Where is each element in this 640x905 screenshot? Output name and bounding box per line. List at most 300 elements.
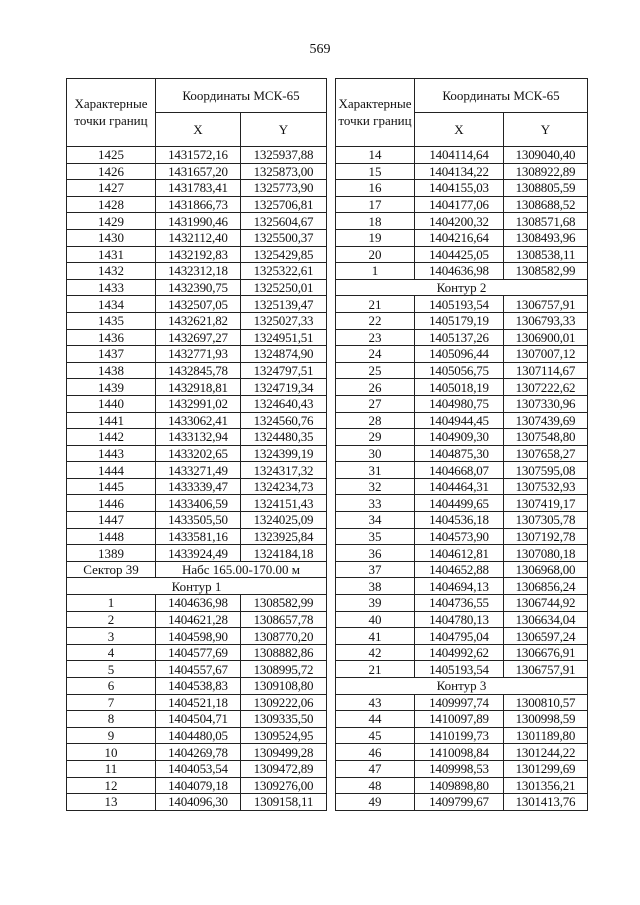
point-number: 32 [336, 478, 415, 495]
coord-x: 1409998,53 [415, 760, 504, 777]
coord-x: 1431783,41 [156, 180, 241, 197]
coord-x: 1405018,19 [415, 379, 504, 396]
right-coordinates-table [335, 78, 588, 811]
coord-y: 1306676,91 [504, 644, 588, 661]
coord-y: 1307532,93 [504, 478, 588, 495]
point-number: 21 [336, 661, 415, 678]
coord-x: 1404200,32 [415, 213, 504, 230]
point-number: 1425 [67, 147, 156, 164]
coord-y: 1307192,78 [504, 528, 588, 545]
coord-y: 1324951,51 [241, 329, 327, 346]
point-number: 3 [67, 628, 156, 645]
table-row [336, 744, 588, 761]
table-row [67, 644, 327, 661]
table-row [336, 545, 588, 562]
table-row [67, 744, 327, 761]
coord-y: 1301356,21 [504, 777, 588, 794]
coord-x: 1432918,81 [156, 379, 241, 396]
table-row [336, 760, 588, 777]
table-row [336, 180, 588, 197]
point-number: 1429 [67, 213, 156, 230]
contour-label: Контур 2 [336, 279, 588, 296]
coord-x: 1404944,45 [415, 412, 504, 429]
point-number: 1427 [67, 180, 156, 197]
table-row [67, 512, 327, 529]
coord-x: 1433924,49 [156, 545, 241, 562]
contour-row [336, 678, 588, 695]
coord-y: 1309335,50 [241, 711, 327, 728]
table-row [67, 180, 327, 197]
coord-y: 1325250,01 [241, 279, 327, 296]
header-y: Y [241, 113, 327, 147]
point-number: 46 [336, 744, 415, 761]
coord-y: 1325706,81 [241, 196, 327, 213]
point-number: 1438 [67, 362, 156, 379]
table-row [67, 296, 327, 313]
coord-y: 1324874,90 [241, 346, 327, 363]
coord-x: 1404425,05 [415, 246, 504, 263]
coord-y: 1306634,04 [504, 611, 588, 628]
table-row [67, 229, 327, 246]
point-number: 12 [67, 777, 156, 794]
coord-y: 1325500,37 [241, 229, 327, 246]
point-number: 33 [336, 495, 415, 512]
coord-x: 1404480,05 [156, 727, 241, 744]
coord-x: 1404909,30 [415, 429, 504, 446]
table-row [336, 312, 588, 329]
point-number: 25 [336, 362, 415, 379]
point-number: 29 [336, 429, 415, 446]
coord-y: 1306757,91 [504, 661, 588, 678]
table-row [336, 561, 588, 578]
coord-x: 1404636,98 [156, 595, 241, 612]
coord-x: 1410098,84 [415, 744, 504, 761]
table-row [336, 296, 588, 313]
table-row [336, 478, 588, 495]
right-table-body [336, 147, 588, 811]
table-row [67, 661, 327, 678]
point-number: 21 [336, 296, 415, 313]
coord-y: 1300810,57 [504, 694, 588, 711]
table-row [336, 628, 588, 645]
coord-y: 1324151,43 [241, 495, 327, 512]
table-row [336, 694, 588, 711]
table-row [67, 760, 327, 777]
coord-y: 1308922,89 [504, 163, 588, 180]
coord-y: 1325139,47 [241, 296, 327, 313]
coord-x: 1405056,75 [415, 362, 504, 379]
coord-x: 1409799,67 [415, 794, 504, 811]
coord-x: 1431657,20 [156, 163, 241, 180]
point-number: 1443 [67, 445, 156, 462]
coord-y: 1306744,92 [504, 595, 588, 612]
point-number: 20 [336, 246, 415, 263]
coord-y: 1308582,99 [504, 263, 588, 280]
coord-x: 1404573,90 [415, 528, 504, 545]
coord-x: 1404053,54 [156, 760, 241, 777]
coord-y: 1309499,28 [241, 744, 327, 761]
coord-y: 1309108,80 [241, 678, 327, 695]
coord-x: 1404668,07 [415, 462, 504, 479]
coord-x: 1404636,98 [415, 263, 504, 280]
table-row [67, 595, 327, 612]
point-number: 9 [67, 727, 156, 744]
table-row [336, 246, 588, 263]
point-number: 47 [336, 760, 415, 777]
table-row [336, 362, 588, 379]
table-row [336, 512, 588, 529]
coord-x: 1404464,31 [415, 478, 504, 495]
coord-y: 1308770,20 [241, 628, 327, 645]
coord-x: 1404875,30 [415, 445, 504, 462]
table-row [67, 412, 327, 429]
coord-y: 1309158,11 [241, 794, 327, 811]
coord-y: 1309040,40 [504, 147, 588, 164]
coord-y: 1308538,11 [504, 246, 588, 263]
table-row [67, 462, 327, 479]
coord-y: 1324640,43 [241, 395, 327, 412]
table-row [336, 578, 588, 595]
coord-y: 1306597,24 [504, 628, 588, 645]
coord-x: 1404521,18 [156, 694, 241, 711]
point-number: 41 [336, 628, 415, 645]
coord-x: 1405193,54 [415, 661, 504, 678]
table-row [336, 595, 588, 612]
point-number: 10 [67, 744, 156, 761]
coord-x: 1433339,47 [156, 478, 241, 495]
coord-y: 1307439,69 [504, 412, 588, 429]
sector-label: Сектор 39 [67, 561, 156, 578]
table-row [67, 528, 327, 545]
contour-row [67, 578, 327, 595]
point-number: 17 [336, 196, 415, 213]
table-row [67, 379, 327, 396]
coord-y: 1325322,61 [241, 263, 327, 280]
header-points: Характерные точки границ [67, 79, 156, 147]
coord-x: 1432771,93 [156, 346, 241, 363]
coord-x: 1433062,41 [156, 412, 241, 429]
coord-y: 1324719,34 [241, 379, 327, 396]
point-number: 42 [336, 644, 415, 661]
coord-x: 1404736,55 [415, 595, 504, 612]
coord-x: 1404577,69 [156, 644, 241, 661]
point-number: 43 [336, 694, 415, 711]
coord-y: 1308582,99 [241, 595, 327, 612]
point-number: 1426 [67, 163, 156, 180]
point-number: 1432 [67, 263, 156, 280]
coord-y: 1307658,27 [504, 445, 588, 462]
coord-y: 1306900,01 [504, 329, 588, 346]
point-number: 39 [336, 595, 415, 612]
point-number: 31 [336, 462, 415, 479]
table-row [67, 346, 327, 363]
contour-label: Контур 3 [336, 678, 588, 695]
table-row [67, 478, 327, 495]
table-row [67, 678, 327, 695]
coord-y: 1325429,85 [241, 246, 327, 263]
point-number: 1446 [67, 495, 156, 512]
table-row [336, 445, 588, 462]
header-coords-group: Координаты МСК-65 [415, 79, 588, 113]
coord-y: 1307595,08 [504, 462, 588, 479]
coord-y: 1308688,52 [504, 196, 588, 213]
point-number: 11 [67, 760, 156, 777]
table-row [67, 711, 327, 728]
coord-y: 1306757,91 [504, 296, 588, 313]
coord-y: 1308493,96 [504, 229, 588, 246]
table-row [336, 727, 588, 744]
table-row [336, 611, 588, 628]
coord-x: 1405193,54 [415, 296, 504, 313]
coord-y: 1307222,62 [504, 379, 588, 396]
table-row [336, 462, 588, 479]
point-number: 24 [336, 346, 415, 363]
table-row [67, 429, 327, 446]
coord-x: 1404980,75 [415, 395, 504, 412]
coord-y: 1309472,89 [241, 760, 327, 777]
point-number: 1439 [67, 379, 156, 396]
point-number: 49 [336, 794, 415, 811]
coord-y: 1323925,84 [241, 528, 327, 545]
point-number: 1448 [67, 528, 156, 545]
coord-x: 1404557,67 [156, 661, 241, 678]
coord-x: 1409898,80 [415, 777, 504, 794]
coord-y: 1307548,80 [504, 429, 588, 446]
coord-x: 1431572,16 [156, 147, 241, 164]
point-number: 16 [336, 180, 415, 197]
coord-y: 1301189,80 [504, 727, 588, 744]
coord-x: 1404114,64 [415, 147, 504, 164]
header-x: X [156, 113, 241, 147]
table-row [336, 794, 588, 811]
coord-y: 1324025,09 [241, 512, 327, 529]
coord-x: 1404499,65 [415, 495, 504, 512]
point-number: 1445 [67, 478, 156, 495]
coord-x: 1405179,19 [415, 312, 504, 329]
point-number: 23 [336, 329, 415, 346]
table-row [67, 279, 327, 296]
coord-x: 1433132,94 [156, 429, 241, 446]
point-number: 1430 [67, 229, 156, 246]
coord-x: 1432507,05 [156, 296, 241, 313]
coord-y: 1307419,17 [504, 495, 588, 512]
table-row [67, 694, 327, 711]
point-number: 1431 [67, 246, 156, 263]
coord-x: 1410199,73 [415, 727, 504, 744]
point-number: 34 [336, 512, 415, 529]
coord-y: 1306793,33 [504, 312, 588, 329]
sector-row [67, 561, 327, 578]
coord-x: 1405096,44 [415, 346, 504, 363]
coord-y: 1309276,00 [241, 777, 327, 794]
point-number: 1 [67, 595, 156, 612]
table-row [336, 263, 588, 280]
coord-x: 1432621,82 [156, 312, 241, 329]
point-number: 14 [336, 147, 415, 164]
coord-x: 1432390,75 [156, 279, 241, 296]
coord-x: 1404134,22 [415, 163, 504, 180]
coord-y: 1308882,86 [241, 644, 327, 661]
coord-x: 1433581,16 [156, 528, 241, 545]
coord-x: 1431990,46 [156, 213, 241, 230]
table-row [336, 379, 588, 396]
table-row [336, 329, 588, 346]
point-number: 18 [336, 213, 415, 230]
table-row [67, 263, 327, 280]
header-coords-group: Координаты МСК-65 [156, 79, 327, 113]
table-row [67, 246, 327, 263]
coord-x: 1432845,78 [156, 362, 241, 379]
left-table-body [67, 147, 327, 811]
coord-y: 1308571,68 [504, 213, 588, 230]
point-number: 38 [336, 578, 415, 595]
coord-x: 1404795,04 [415, 628, 504, 645]
point-number: 6 [67, 678, 156, 695]
coord-x: 1404621,28 [156, 611, 241, 628]
point-number: 1441 [67, 412, 156, 429]
point-number: 4 [67, 644, 156, 661]
coord-x: 1433505,50 [156, 512, 241, 529]
coord-x: 1404079,18 [156, 777, 241, 794]
coord-y: 1306856,24 [504, 578, 588, 595]
coord-y: 1300998,59 [504, 711, 588, 728]
point-number: 1389 [67, 545, 156, 562]
point-number: 5 [67, 661, 156, 678]
point-number: 1434 [67, 296, 156, 313]
table-row [67, 362, 327, 379]
coord-y: 1324560,76 [241, 412, 327, 429]
coord-x: 1432192,83 [156, 246, 241, 263]
point-number: 35 [336, 528, 415, 545]
table-row [336, 711, 588, 728]
table-row [67, 395, 327, 412]
coord-y: 1308995,72 [241, 661, 327, 678]
coord-x: 1404992,62 [415, 644, 504, 661]
coord-y: 1325873,00 [241, 163, 327, 180]
point-number: 30 [336, 445, 415, 462]
table-row [67, 628, 327, 645]
table-row [336, 196, 588, 213]
point-number: 2 [67, 611, 156, 628]
coord-y: 1307114,67 [504, 362, 588, 379]
coord-x: 1432112,40 [156, 229, 241, 246]
coord-y: 1307007,12 [504, 346, 588, 363]
coord-y: 1324480,35 [241, 429, 327, 446]
point-number: 1435 [67, 312, 156, 329]
table-row [336, 429, 588, 446]
point-number: 13 [67, 794, 156, 811]
table-row [67, 329, 327, 346]
point-number: 1 [336, 263, 415, 280]
coord-y: 1307305,78 [504, 512, 588, 529]
coord-y: 1324317,32 [241, 462, 327, 479]
coord-x: 1404536,18 [415, 512, 504, 529]
coord-y: 1325937,88 [241, 147, 327, 164]
coord-x: 1404504,71 [156, 711, 241, 728]
coord-x: 1404780,13 [415, 611, 504, 628]
table-row [67, 545, 327, 562]
coord-x: 1432991,02 [156, 395, 241, 412]
coord-x: 1431866,73 [156, 196, 241, 213]
coord-y: 1325604,67 [241, 213, 327, 230]
coord-x: 1404598,90 [156, 628, 241, 645]
left-coordinates-table [66, 78, 327, 811]
table-row [336, 412, 588, 429]
coord-x: 1404155,03 [415, 180, 504, 197]
table-row [336, 777, 588, 794]
coord-x: 1405137,26 [415, 329, 504, 346]
coord-y: 1325027,33 [241, 312, 327, 329]
table-row [67, 147, 327, 164]
point-number: 1428 [67, 196, 156, 213]
page-number: 569 [309, 42, 331, 57]
coord-x: 1410097,89 [415, 711, 504, 728]
coord-x: 1432697,27 [156, 329, 241, 346]
coord-y: 1307080,18 [504, 545, 588, 562]
coord-y: 1324399,19 [241, 445, 327, 462]
table-row [67, 163, 327, 180]
table-row [67, 777, 327, 794]
table-row [336, 395, 588, 412]
contour-row [336, 279, 588, 296]
point-number: 28 [336, 412, 415, 429]
table-row [336, 661, 588, 678]
coord-y: 1301413,76 [504, 794, 588, 811]
header-points: Характерные точки границ [336, 79, 415, 147]
point-number: 1444 [67, 462, 156, 479]
coord-x: 1433202,65 [156, 445, 241, 462]
coord-y: 1308657,78 [241, 611, 327, 628]
coord-y: 1306968,00 [504, 561, 588, 578]
point-number: 1433 [67, 279, 156, 296]
coord-x: 1404612,81 [415, 545, 504, 562]
table-row [336, 528, 588, 545]
table-row [336, 147, 588, 164]
coord-x: 1404096,30 [156, 794, 241, 811]
table-row [67, 196, 327, 213]
point-number: 36 [336, 545, 415, 562]
point-number: 1442 [67, 429, 156, 446]
coord-y: 1309222,06 [241, 694, 327, 711]
point-number: 27 [336, 395, 415, 412]
coord-x: 1409997,74 [415, 694, 504, 711]
coord-y: 1308805,59 [504, 180, 588, 197]
point-number: 22 [336, 312, 415, 329]
point-number: 1436 [67, 329, 156, 346]
table-row [336, 346, 588, 363]
table-row [67, 727, 327, 744]
point-number: 40 [336, 611, 415, 628]
contour-label: Контур 1 [67, 578, 327, 595]
coord-x: 1433271,49 [156, 462, 241, 479]
table-row [336, 644, 588, 661]
point-number: 19 [336, 229, 415, 246]
point-number: 15 [336, 163, 415, 180]
coord-x: 1404538,83 [156, 678, 241, 695]
coord-x: 1404652,88 [415, 561, 504, 578]
table-row [67, 611, 327, 628]
sector-elevation: Набс 165.00-170.00 м [156, 561, 327, 578]
point-number: 1440 [67, 395, 156, 412]
table-row [336, 163, 588, 180]
table-row [67, 794, 327, 811]
table-row [336, 229, 588, 246]
point-number: 44 [336, 711, 415, 728]
coord-y: 1309524,95 [241, 727, 327, 744]
header-x: X [415, 113, 504, 147]
coord-x: 1432312,18 [156, 263, 241, 280]
coord-y: 1307330,96 [504, 395, 588, 412]
